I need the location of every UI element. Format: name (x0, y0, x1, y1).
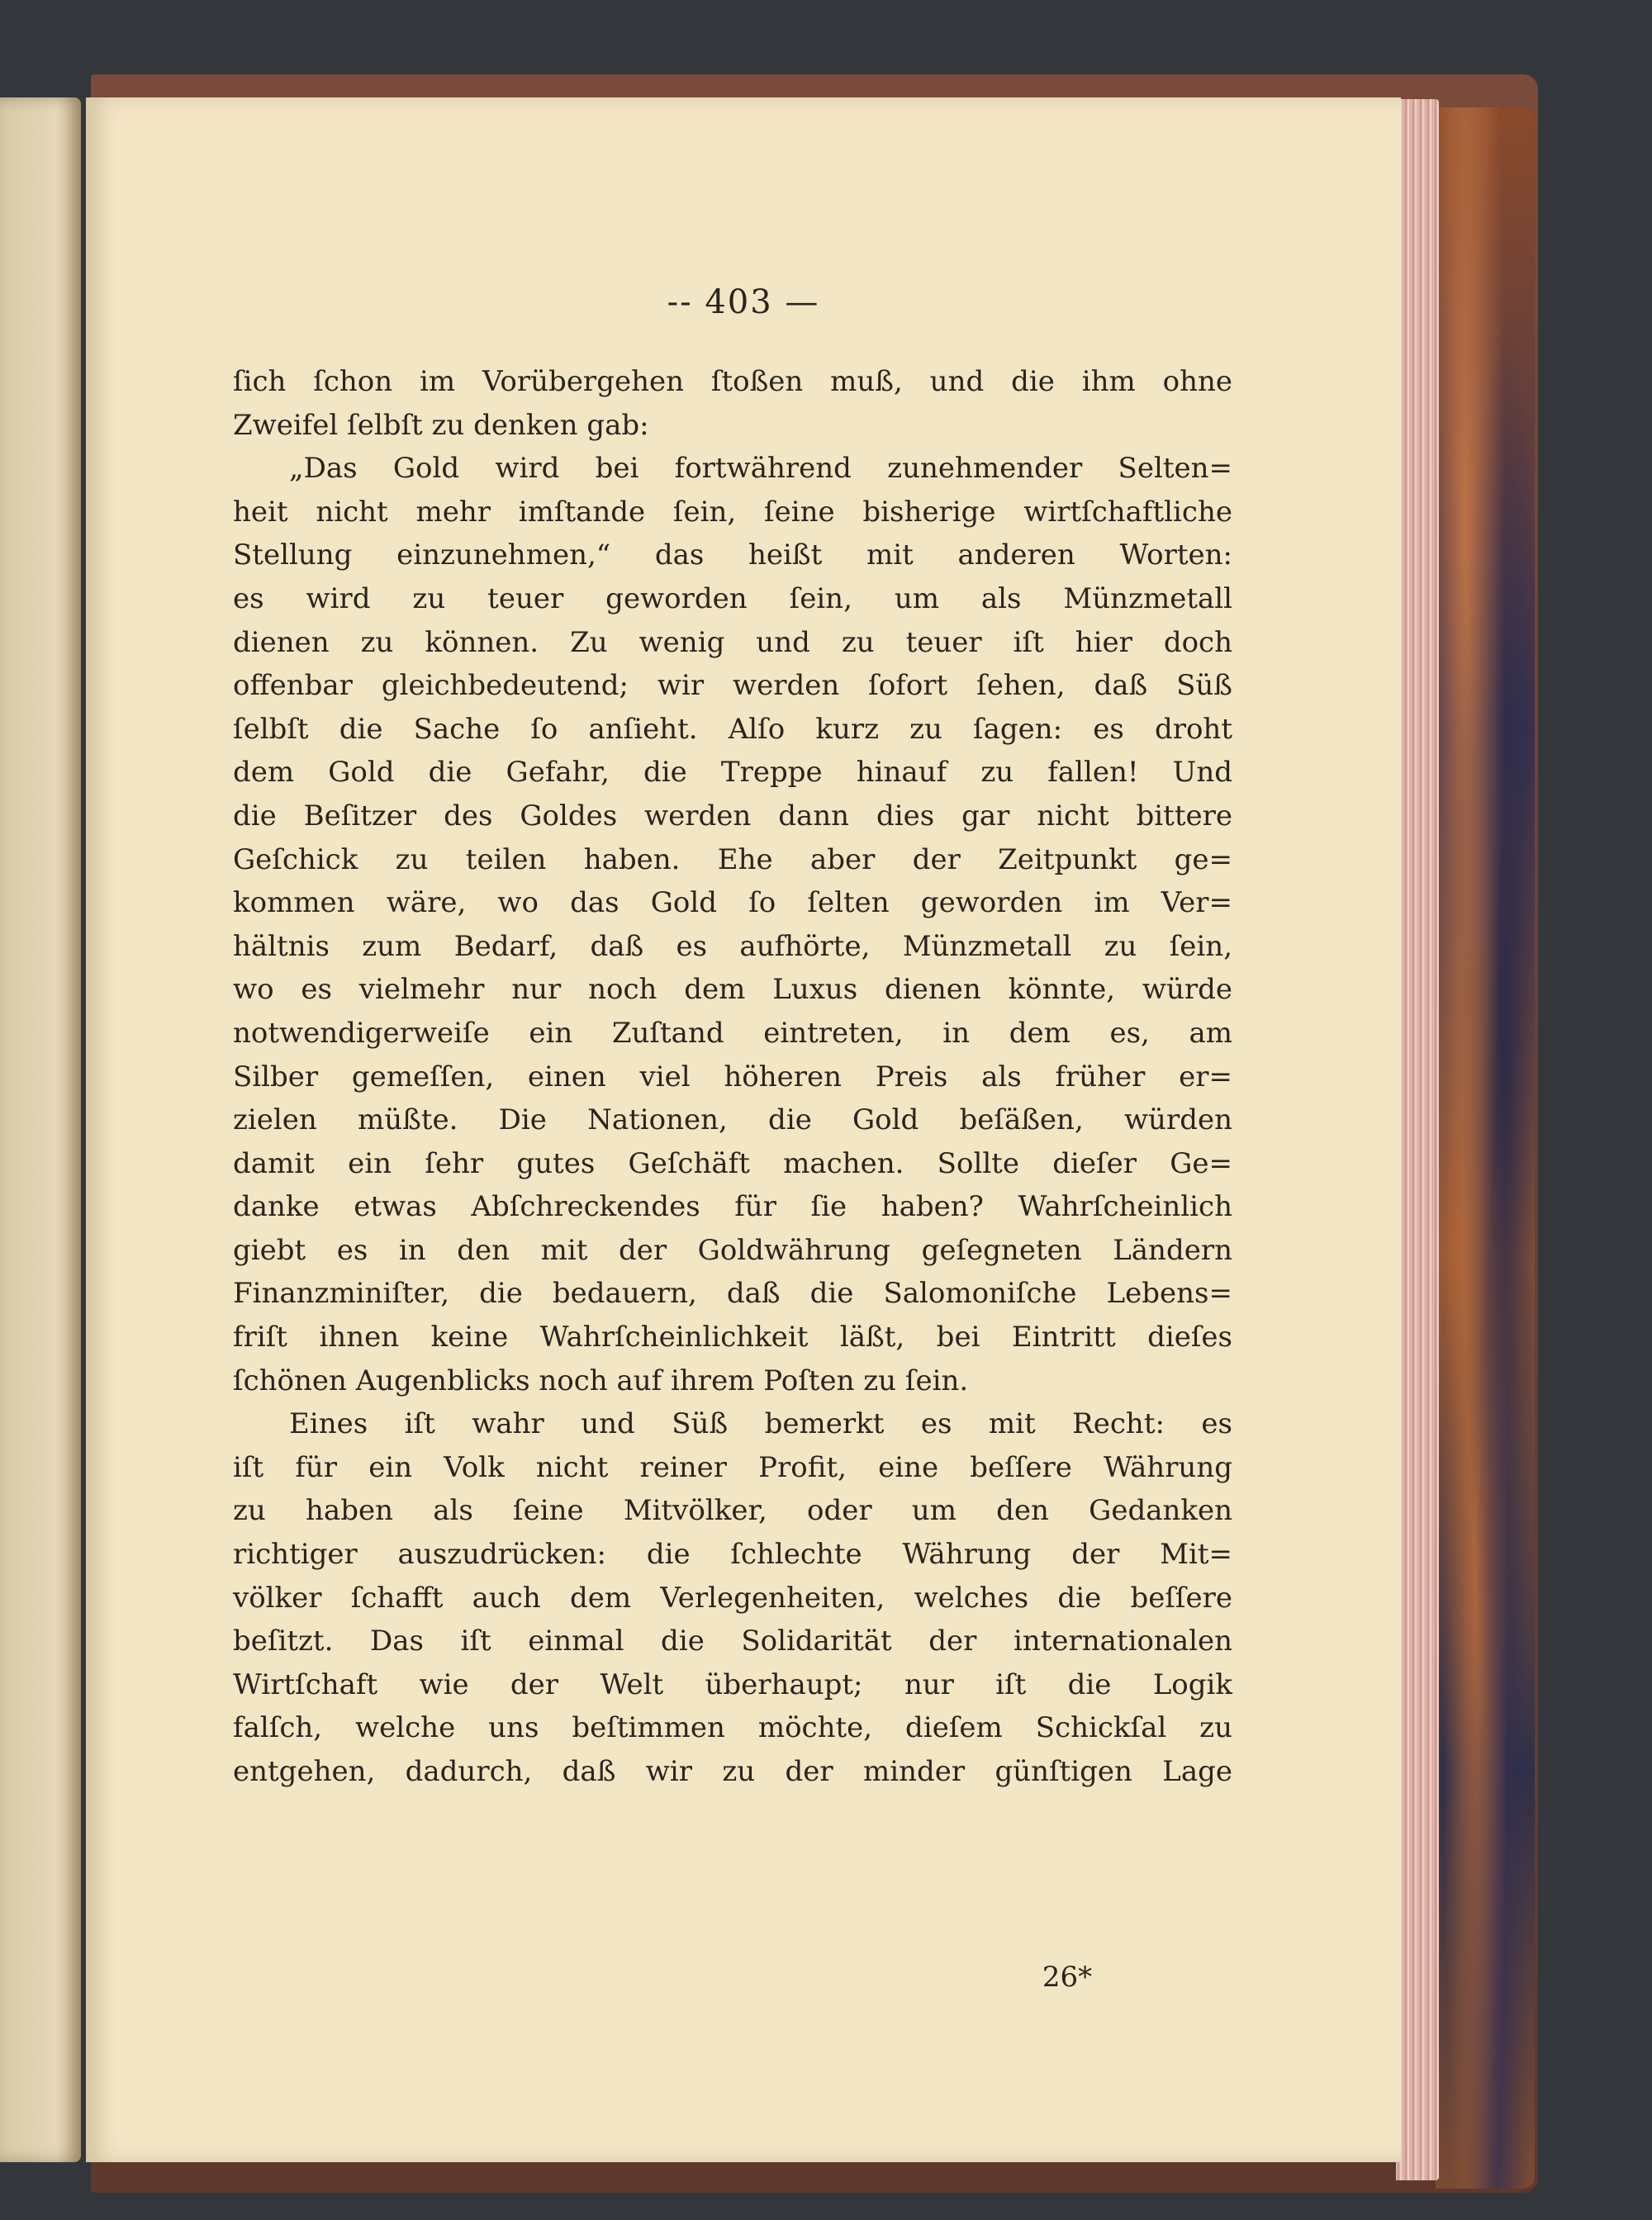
text-line: hältnis zum Bedarf, daß es aufhörte, Münzmetall zu ſein, (233, 929, 1232, 963)
text-line: zielen müßte. Die Nationen, die Gold beſäßen, würden (233, 1103, 1232, 1137)
text-line: notwendigerweiſe ein Zuſtand eintreten, in dem es, am (233, 1016, 1232, 1050)
text-line: Zweifel ſelbſt zu denken gab: (233, 408, 649, 442)
page-edges (1396, 99, 1439, 2180)
text-line: dem Gold die Gefahr, die Treppe hinauf zu fallen! Und (233, 756, 1232, 790)
text-line: heit nicht mehr imſtande ſein, ſeine bisherige wirtſchaftliche (233, 495, 1232, 529)
text-line: offenbar gleichbedeutend; wir werden ſofort ſehen, daß Süß (233, 669, 1232, 703)
text-line: damit ein ſehr gutes Geſchäft machen. Sollte dieſer Ge= (233, 1146, 1232, 1180)
text-line: iſt für ein Volk nicht reiner Profit, eine beſſere Währung (233, 1450, 1232, 1484)
text-line: Silber gemeſſen, einen viel höheren Preis als früher er= (233, 1060, 1232, 1093)
text-line: Finanzminiſter, die bedauern, daß die Salomoniſche Lebens= (233, 1277, 1232, 1311)
text-line: falſch, welche uns beſtimmen möchte, dieſem Schickſal zu (233, 1711, 1232, 1745)
text-line: Wirtſchaft wie der Welt überhaupt; nur iſt die Logik (233, 1667, 1232, 1701)
text-line: „Das Gold wird bei fortwährend zunehmender Selten= (289, 452, 1232, 486)
text-line: ſelbſt die Sache ſo anſieht. Alſo kurz zu ſagen: es droht (233, 712, 1232, 746)
text-line: giebt es in den mit der Goldwährung geſegneten Ländern (233, 1233, 1232, 1267)
text-line: Stellung einzunehmen,“ das heißt mit anderen Worten: (233, 538, 1232, 572)
text-line: Eines iſt wahr und Süß bemerkt es mit Recht: es (289, 1407, 1232, 1441)
text-line: zu haben als ſeine Mitvölker, oder um den Gedanken (233, 1494, 1232, 1528)
text-line: dienen zu können. Zu wenig und zu teuer iſt hier doch (233, 625, 1232, 659)
body-text (233, 360, 1232, 1794)
text-line: die Beſitzer des Goldes werden dann dies gar nicht bittere (233, 799, 1232, 832)
text-line: es wird zu teuer geworden ſein, um als Münzmetall (233, 581, 1232, 615)
signature-mark: 26* (1042, 1961, 1093, 1994)
text-line: friſt ihnen keine Wahrſcheinlichkeit läßt, bei Eintritt dieſes (233, 1321, 1232, 1354)
page-number: -- 403 — (667, 283, 820, 321)
text-line: ſich ſchon im Vorübergehen ſtoßen muß, und die ihm ohne (233, 365, 1232, 398)
text-line: wo es vielmehr nur noch dem Luxus dienen könnte, würde (233, 973, 1232, 1007)
marbled-endpaper (1436, 107, 1535, 2189)
book-page (86, 97, 1401, 2162)
text-line: Geſchick zu teilen haben. Ehe aber der Zeitpunkt ge= (233, 842, 1232, 876)
text-line: völker ſchafft auch dem Verlegenheiten, welches die beſſere (233, 1581, 1232, 1615)
text-line: kommen wäre, wo das Gold ſo ſelten geworden im Ver= (233, 886, 1232, 920)
left-page-edge (0, 97, 81, 2162)
text-line: entgehen, dadurch, daß wir zu der minder günſtigen Lage (233, 1755, 1232, 1788)
text-line: danke etwas Abſchreckendes für ſie haben? Wahrſcheinlich (233, 1190, 1232, 1224)
text-line: ſchönen Augenblicks noch auf ihrem Poſten zu ſein. (233, 1364, 969, 1397)
text-line: richtiger auszudrücken: die ſchlechte Währung der Mit= (233, 1538, 1232, 1572)
text-line: beſitzt. Das iſt einmal die Solidarität der internationalen (233, 1625, 1232, 1658)
